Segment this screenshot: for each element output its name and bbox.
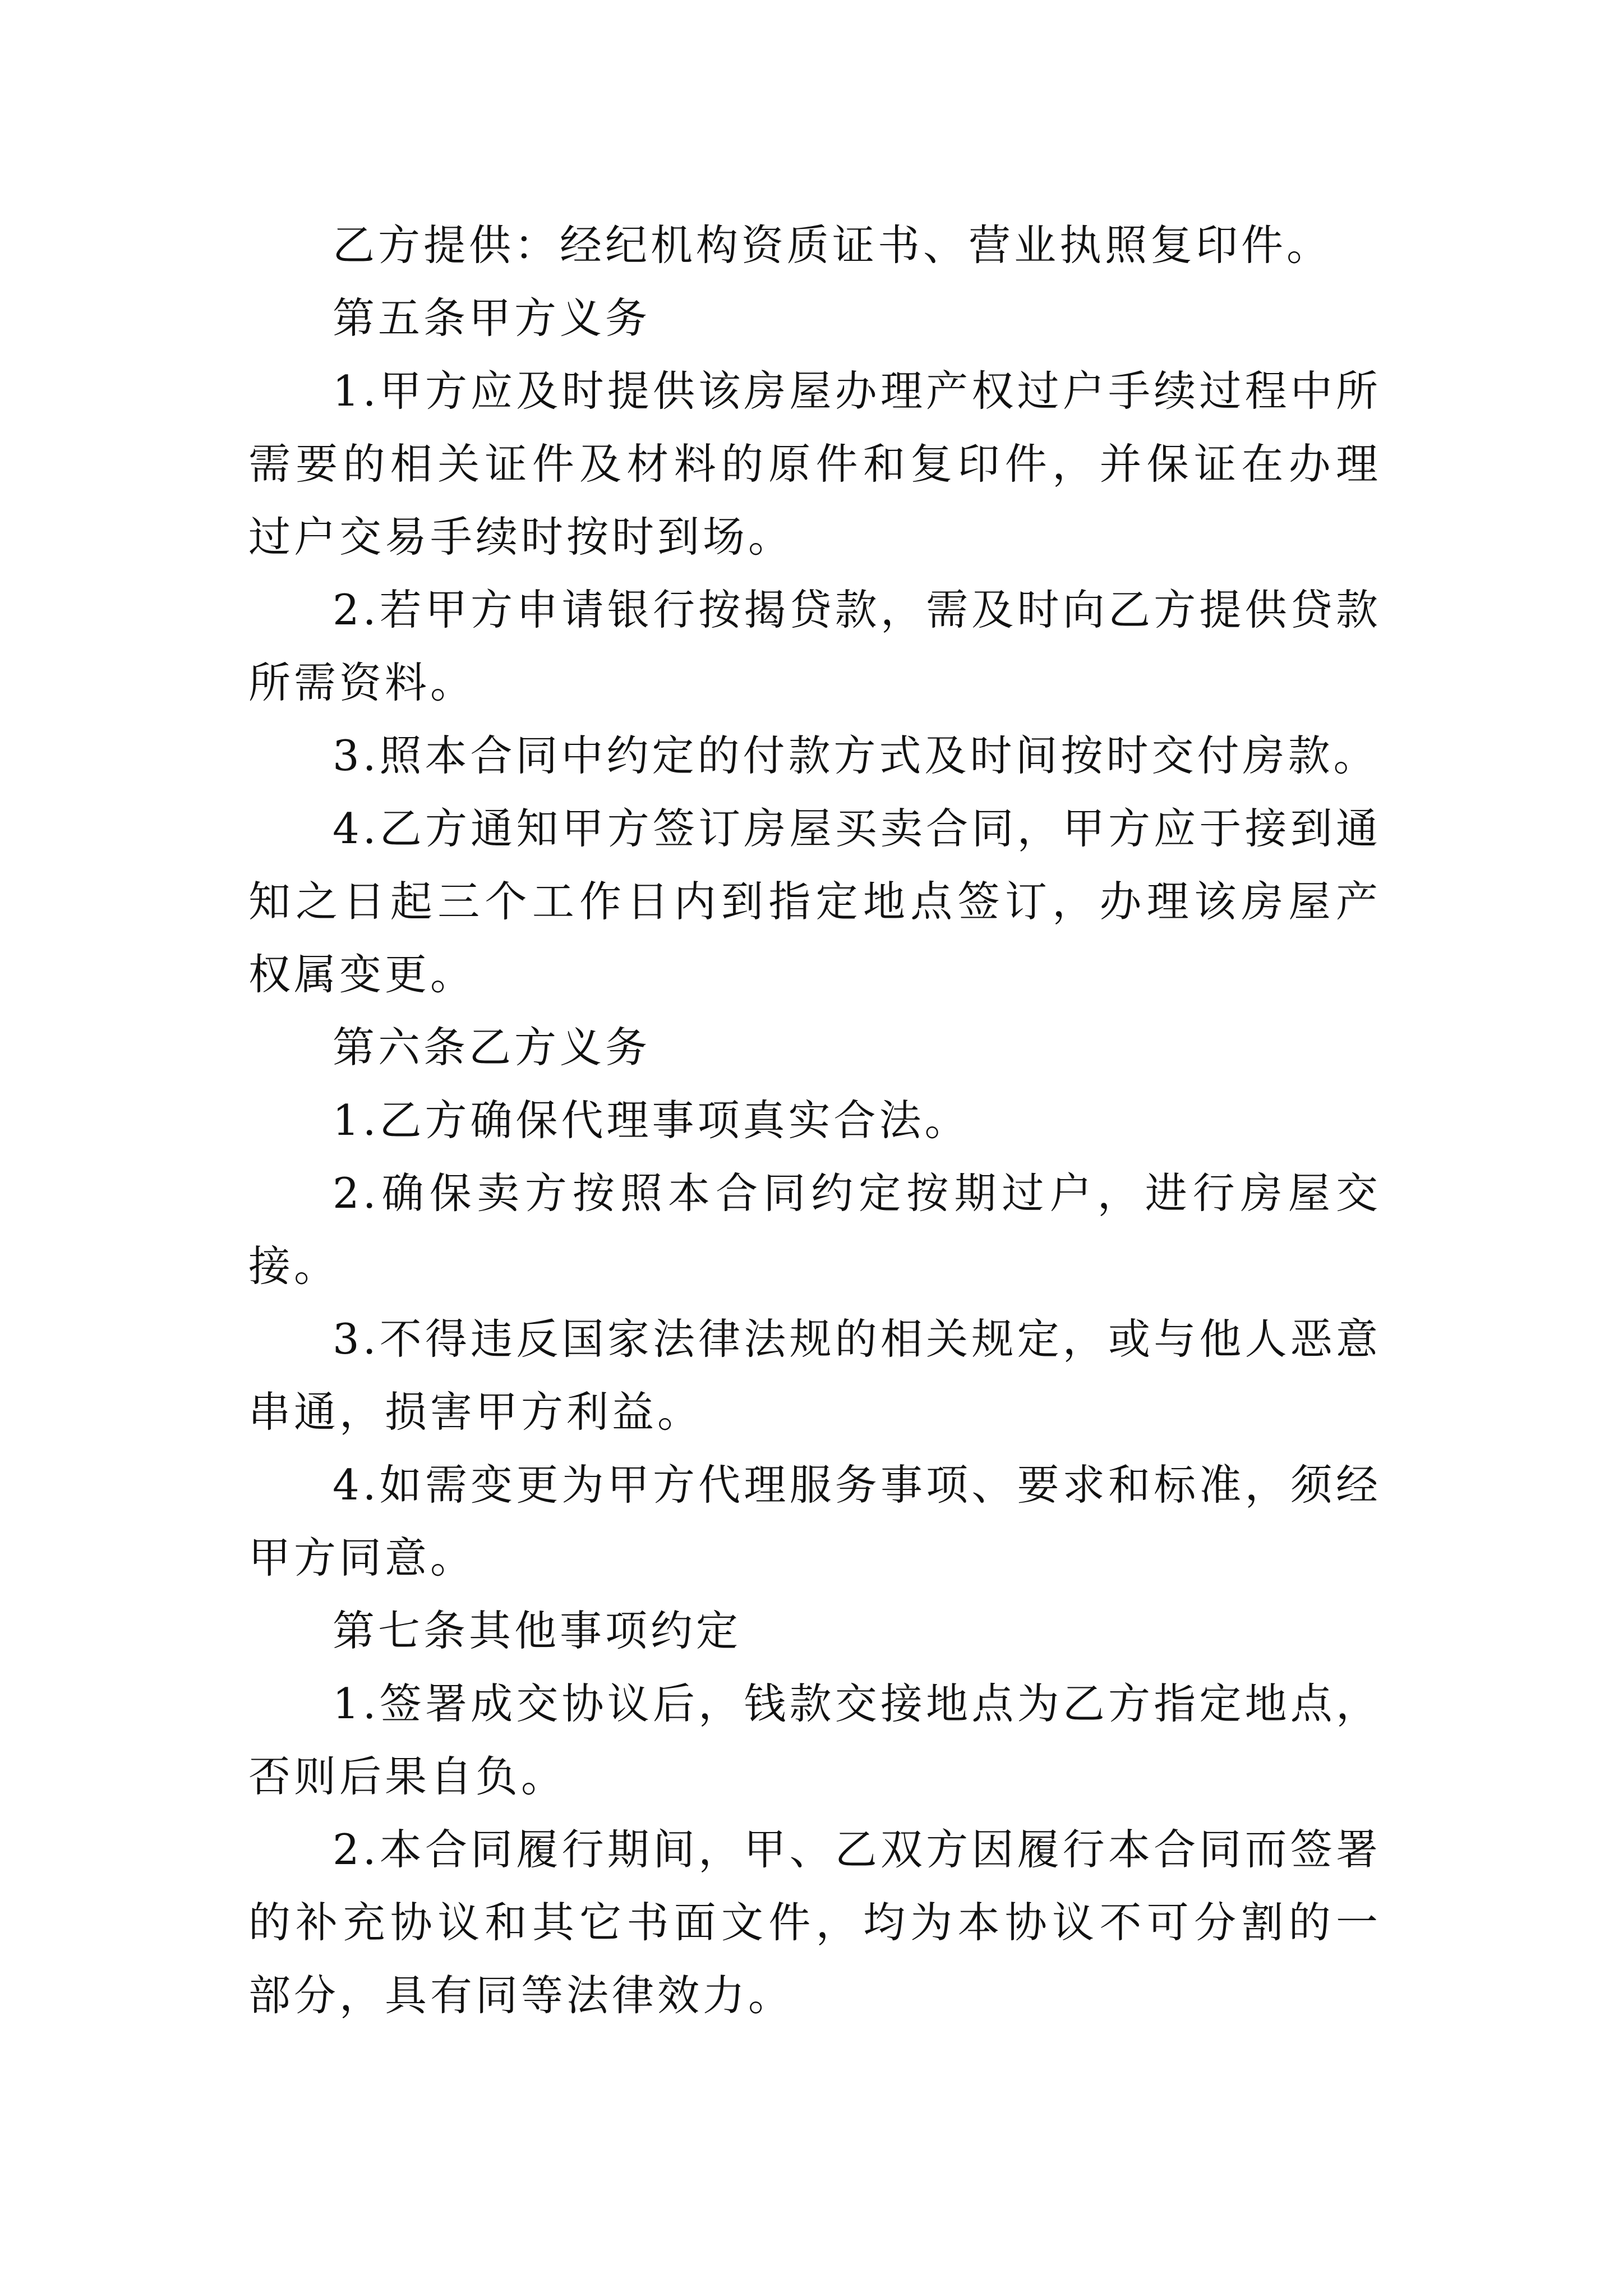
paragraph-party-b-provides: 乙方提供：经纪机构资质证书、营业执照复印件。 (333, 220, 1332, 270)
heading-article-7: 第七条其他事项约定 (333, 1606, 742, 1655)
paragraph-7-2: 2.本合同履行期间，甲、乙双方因履行本合同而签署的补充协议和其它书面文件，均为本协议不可分割的一部分，具有同等法律效力。 (248, 1825, 1381, 2020)
paragraph-5-4: 4.乙方通知甲方签订房屋买卖合同，甲方应于接到通知之日起三个工作日内到指定地点签订，办理该房屋产权属变更。 (248, 804, 1381, 999)
document-body (248, 209, 1381, 2032)
paragraph-6-3: 3.不得违反国家法律法规的相关规定，或与他人恶意串通，损害甲方利益。 (248, 1314, 1381, 1437)
paragraph-7-1: 1.签署成交协议后，钱款交接地点为乙方指定地点，否则后果自负。 (248, 1679, 1381, 1801)
heading-article-6: 第六条乙方义务 (333, 1023, 651, 1072)
paragraph-6-1: 1.乙方确保代理事项真实合法。 (333, 1096, 970, 1145)
heading-article-5: 第五条甲方义务 (333, 293, 651, 343)
paragraph-6-2: 2.确保卖方按照本合同约定按期过户，进行房屋交接。 (248, 1168, 1381, 1291)
paragraph-5-3: 3.照本合同中约定的付款方式及时间按时交付房款。 (333, 731, 1379, 780)
paragraph-5-2: 2.若甲方申请银行按揭贷款，需及时向乙方提供贷款所需资料。 (248, 585, 1381, 707)
paragraph-5-1: 1.甲方应及时提供该房屋办理产权过户手续过程中所需要的相关证件及材料的原件和复印件，并保证在办理过户交易手续时按时到场。 (248, 366, 1381, 562)
paragraph-6-4: 4.如需变更为甲方代理服务事项、要求和标准，须经甲方同意。 (248, 1460, 1381, 1582)
